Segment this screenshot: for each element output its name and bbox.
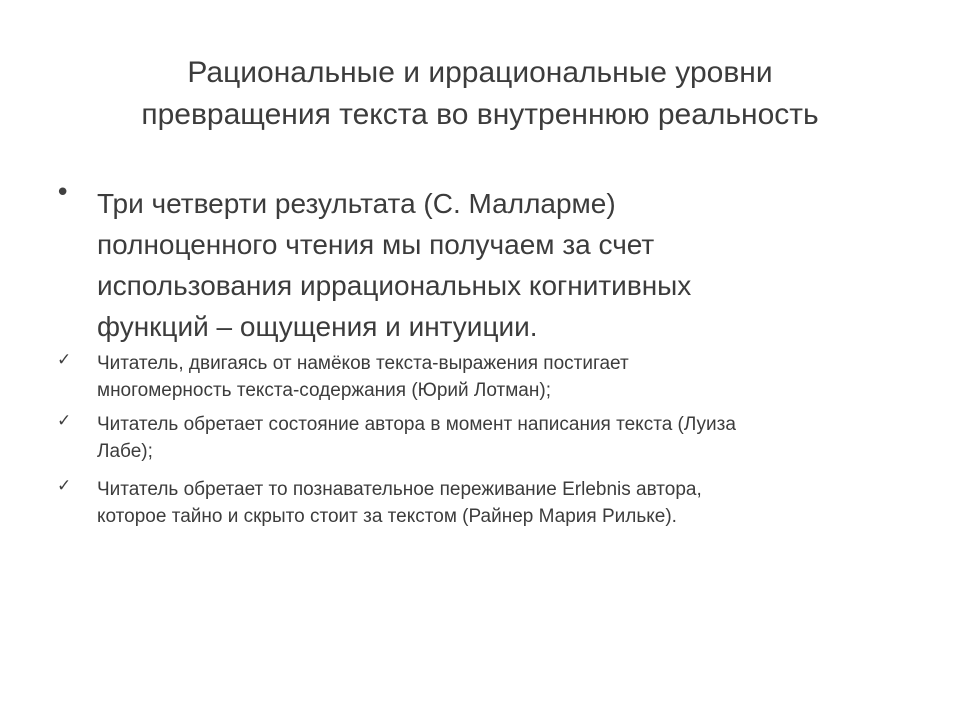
bullet-dot-icon: •	[55, 178, 71, 208]
checkmark-icon: ✓	[57, 411, 72, 431]
sub-bullet-line: Читатель обретает состояние автора в момент написания текста (Луиза	[97, 414, 736, 435]
main-bullet-line: Три четверти результата (С. Малларме)	[97, 188, 616, 219]
main-bullet-text	[97, 183, 691, 347]
sub-bullet-line: Читатель обретает то познавательное переживание Erlebnis автора,	[97, 479, 702, 500]
sub-bullet-labe	[97, 411, 736, 465]
sub-bullet-line: которое тайно и скрыто стоит за текстом (Райнер Мария Рильке).	[97, 506, 677, 527]
sub-bullet-lotman	[97, 350, 629, 404]
sub-bullet-line: Читатель, двигаясь от намёков текста-выражения постигает	[97, 353, 629, 374]
sub-bullet-rilke	[97, 476, 702, 530]
slide-title-line: превращения текста во внутреннюю реальность	[141, 98, 819, 131]
slide-title-line: Рациональные и иррациональные уровни	[187, 56, 773, 89]
checkmark-icon: ✓	[57, 476, 72, 496]
checkmark-icon: ✓	[57, 350, 72, 370]
sub-bullet-line: Лабе);	[97, 441, 153, 462]
sub-bullet-line: многомерность текста-содержания (Юрий Лотман);	[97, 380, 551, 401]
main-bullet-line: использования иррациональных когнитивных	[97, 270, 692, 301]
main-bullet-line: функций – ощущения и интуиции.	[97, 311, 538, 342]
slide-title	[0, 52, 960, 136]
main-bullet-line: полноценного чтения мы получаем за счет	[97, 229, 655, 260]
